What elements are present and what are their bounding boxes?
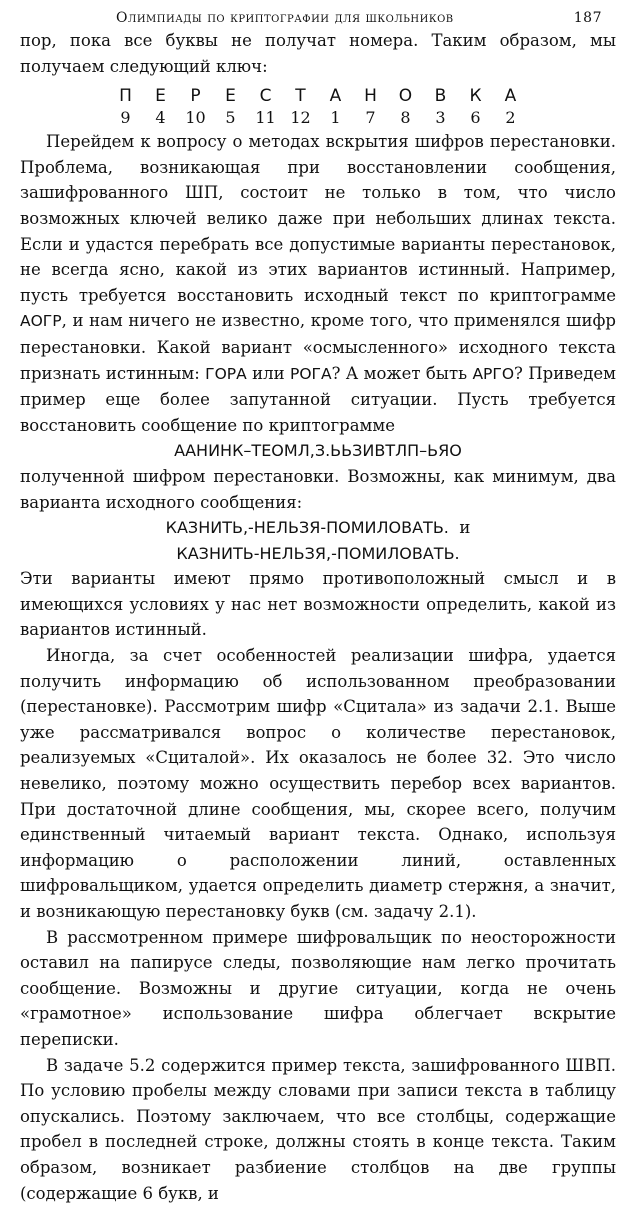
key-number: 5: [225, 108, 236, 128]
key-number: 1: [330, 108, 341, 128]
key-letter: А: [504, 86, 517, 107]
paragraph-careless-encryptor: В рассмотренном примере шифровальщик по неосторожности оставил на папирусе следы, позволяющие нам легко прочитать сообщение. Возможны и другие ситуации, когда не очень «грамотное» использование шифра облегчает вскрытие переписки.: [20, 927, 616, 1049]
cipher-text: ААНИНК–ТЕОМЛ,З.ЬЬЗИВТЛП–ЬЯО: [174, 441, 462, 461]
key-number: 4: [155, 108, 166, 128]
key-letter: А: [329, 86, 342, 107]
page-body: [20, 28, 616, 1206]
paragraph-scytale: Иногда, за счет особенностей реализации шифра, удается получить информацию об использованном преобразовании (перестановке). Рассмотрим шифр «Сцитала» из задачи 2.1. Выше уже рассматривался вопрос о количестве перестановок, реализуемых «Сциталой». Их оказалось не более 32. Это число невелико, поэтому можно осуществить перебор всех вариантов. При достаточной длине сообщения, мы, скорее всего, получим единственный читаемый вариант текста. Однако, используя информацию о расположении линий, оставленных шифровальщиком, удается определить диаметр стержня, а значит, и возникающую перестановку букв (см. задачу 2.1).: [20, 646, 616, 921]
key-number: 8: [400, 108, 411, 128]
paragraph-task-5-2: В задаче 5.2 содержится пример текста, зашифрованного ШВП. По условию пробелы между словами при записи текста в таблицу опускались. Поэтому заключаем, что все столбцы, содержащие пробел в последней строке, должны стоять в конце текста. Таким образом, возникает разбиение столбцов на две группы (содержащие 6 букв, и: [20, 1055, 616, 1203]
running-header: [20, 0, 616, 28]
cryptogram-word: АОГР: [20, 312, 62, 331]
text-run: ? А может быть: [331, 363, 468, 383]
key-letter: О: [398, 86, 413, 107]
page-number: 187: [573, 10, 602, 26]
key-letters-row: [108, 85, 528, 107]
key-numbers-row: [108, 107, 528, 129]
key-table: [108, 85, 528, 129]
variant-line-1: [20, 515, 616, 541]
key-number: 10: [185, 108, 206, 128]
paragraph-attack-methods: [20, 129, 616, 438]
text-run: ? Приведем пример еще более запутанной ситуации. Пусть требуется восстановить сообщение по криптограмме: [20, 363, 617, 435]
key-letter: Е: [155, 86, 166, 107]
variant-line-2: [20, 541, 616, 567]
paragraph-key-intro: пор, пока все буквы не получат номера. Таким образом, мы получаем следующий ключ:: [20, 31, 616, 76]
running-title: Олимпиады по криптографии для школьников: [116, 10, 454, 26]
key-number: 12: [290, 108, 311, 128]
key-number: 7: [365, 108, 376, 128]
key-letter: К: [469, 86, 482, 107]
key-number: 9: [120, 108, 131, 128]
variant-2: КАЗНИТЬ-НЕЛЬЗЯ,-ПОМИЛОВАТЬ.: [176, 543, 460, 563]
candidate-word: ГОРА: [205, 364, 247, 383]
candidate-word: АРГО: [472, 364, 515, 383]
key-letter: Н: [364, 86, 377, 107]
text-run: Перейдем к вопросу о методах вскрытия шифров перестановки. Проблема, возникающая при восстановлении сообщения, зашифрованного ШП, состоит не только в том, что число возможных ключей велико даже при небольших длинах текста. Если и удастся перебрать все допустимые варианты перестановок, не всегда ясно, какой из этих вариантов истинный. Например, пусть требуется восстановить исходный текст по криптограмме: [20, 132, 616, 305]
key-number: 2: [505, 108, 516, 128]
key-letter: Е: [225, 86, 236, 107]
paragraph-variants-meaning: Эти варианты имеют прямо противоположный смысл и в имеющихся условиях у нас нет возможности определить, какой из вариантов истинный.: [20, 569, 616, 640]
key-letter: Р: [190, 86, 201, 107]
key-letter: Т: [295, 86, 306, 107]
key-number: 6: [470, 108, 481, 128]
and-word: и: [459, 518, 471, 538]
candidate-word: РОГА: [289, 364, 332, 383]
key-letter: С: [259, 86, 272, 107]
text-run: или: [252, 363, 285, 383]
variant-1: КАЗНИТЬ,-НЕЛЬЗЯ-ПОМИЛОВАТЬ.: [165, 518, 449, 538]
cipher-text-line: [20, 438, 616, 464]
key-letter: П: [119, 86, 132, 107]
paragraph-variants-intro: полученной шифром перестановки. Возможны, как минимум, два варианта исходного сообщения:: [20, 466, 616, 512]
key-number: 11: [255, 108, 276, 128]
text-run: , и нам ничего не известно, кроме того, что применялся шифр перестановки. Какой вариант «осмысленного» исходного текста признать истинным:: [20, 311, 616, 383]
key-number: 3: [435, 108, 446, 128]
key-letter: В: [434, 86, 447, 107]
